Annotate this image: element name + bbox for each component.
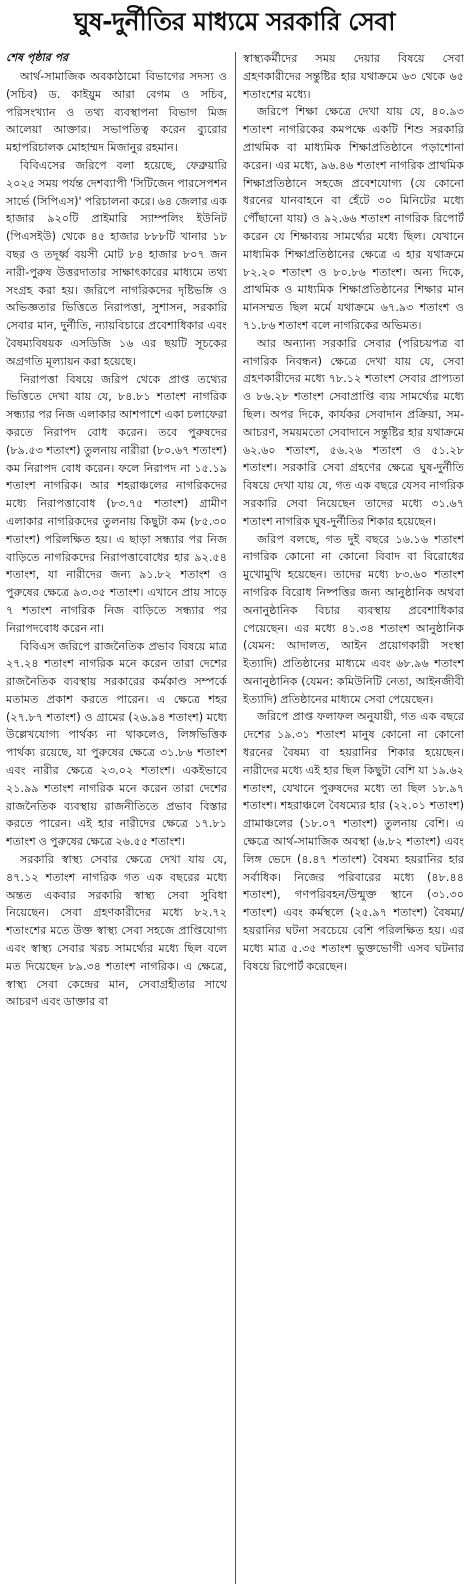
paragraph: আর অন্যান্য সরকারি সেবার (পরিচয়পত্র বা নাগরিক নিবন্ধন) ক্ষেত্রে দেখা যায় যে, সেবা গ্রহণকারীদের মধ্যে ৭৮.১২ শতাংশ সেবার প্রাপ্যতা ও ৮৬.২৮ শতাংশ সেবাপ্রাপ্তি ব্যয় সামর্থ্যের মধ্যে ছিল। অপর দিকে, কার্যকর সেবাদান প্রক্রিয়া, সম-আচরণ, সময়মতো সেবাদানে সন্তুষ্টির হার যথাক্রমে ৬২.৬০ শতাংশ, ৫৬.২৬ শতাংশ ও ৫১.২৮ শতাংশ। সরকারি সেবা গ্রহণের ক্ষেত্রে ঘুষ-দুর্নীতি বিষয়ে দেখা যায় যে, গত এক বছরে যেসব নাগরিক সরকারি সেবা নিয়েছেন তাদের মধ্যে ৩১.৬৭ শতাংশ নাগরিক ঘুষ-দুর্নীতির শিকার হয়েছেন। [243,336,464,528]
paragraph: জরিপে প্রাপ্ত ফলাফল অনুযায়ী, গত এক বছরে দেশের ১৯.৩১ শতাংশ মানুষ কোনো না কোনো ধরনের বৈষম্য বা হয়রানির শিকার হয়েছেন। নারীদের মধ্যে এই হার ছিল কিছুটা বেশি যা ১৯.৬২ শতাংশ, যেখানে পুরুষদের মধ্যে তা ছিল ১৮.৯৭ শতাংশ। শহরাঞ্চলে বৈষম্যের হার (২২.০১ শতাংশ) গ্রামাঞ্চলের (১৮.০৭ শতাংশ) তুলনায় বেশি। এ ক্ষেত্রে আর্থ-সামাজিক অবস্থা (৬.৮২ শতাংশ) এবং লিঙ্গ ভেদে (৪.৪৭ শতাংশ) বৈষম্য হয়রানির হার সর্বাধিক। নিজের পরিবারের মধ্যে (৪৮.৪৪ শতাংশ), গণপরিবহন/উন্মুক্ত স্থানে (৩১.৩০ শতাংশ) এবং কর্মস্থলে (২৫.৯৭ শতাংশ) বৈষম্য/হয়রানির ঘটনা সবচেয়ে বেশি পরিলক্ষিত হয়। এর মধ্যে মাত্র ৫.৩৫ শতাংশ ভুক্তভোগী এসব ঘটনার বিষয়ে রিপোর্ট করেছেন। [243,710,464,973]
left-column [6,50,227,1584]
paragraph: আর্থ-সামাজিক অবকাঠামো বিভাগের সদস্য ও (সচিব) ড. কাইয়ুম আরা বেগম ও সচিব, পরিসংখ্যান ও তথ্য ব্যবস্থাপনা বিভাগ মিজ আলেয়া আক্তার। সভাপতিত্ব করেন ব্যুরোর মহাপরিচালক মোহাম্মদ মিজানুর রহমান। [6,70,227,155]
right-column [243,50,464,1584]
paragraph: নিরাপত্তা বিষয়ে জরিপ থেকে প্রাপ্ত তথ্যের ভিত্তিতে দেখা যায় যে, ৮৪.৮১ শতাংশ নাগরিক সন্ধ্যার পর নিজ এলাকার আশপাশে একা চলাফেরা করতে নিরাপদ বোধ করেন। তবে পুরুষদের (৮৯.৫৩ শতাংশ) তুলনায় নারীরা (৮০.৬৭ শতাংশ) কম নিরাপদ বোধ করেন। ফলে নিরাপদ না ১৫.১৯ শতাংশ নাগরিক। আর শহরাঞ্চলের নাগরিকদের মধ্যে নিরাপত্তাবোধ (৮৩.৭৫ শতাংশ) গ্রামীণ এলাকার নাগরিকদের তুলনায় কিছুটা কম (৮৫.৩০ শতাংশ) পরিলক্ষিত হয়। এ ছাড়া সন্ধ্যার পর নিজ বাড়িতে নাগরিকদের নিরাপত্তাবোধের হার ৯২.৫৪ শতাংশ, যা নারীদের জন্য ৯১.৮২ শতাংশ ও পুরুষের ক্ষেত্রে ৯৩.৩৫ শতাংশ। এখানে প্রায় সাড়ে ৭ শতাংশ নাগরিক নিজ বাড়িতে সন্ধ্যার পর নিরাপদবোধ করেন না। [6,372,227,635]
article-headline: ঘুষ-দুর্নীতির মাধ্যমে সরকারি সেবা [73,7,396,36]
paragraph: বিবিএসের জরিপে বলা হয়েছে, ফেব্রুয়ারি ২০২৫ সময় পর্যন্ত দেশব্যাপী 'সিটিজেন পারসেপশন সার্ভে (সিপিএস)' পরিচালনা করে। ৬৪ জেলার এক হাজার ৯২০টি প্রাইমারি স্যাম্পলিং ইউনিট (পিএসইউ) থেকে ৪৫ হাজার ৮৮৮টি খানার ১৮ বছর ও তদূর্ধ্ব বয়সী মোট ৮৪ হাজার ৮০৭ জন নারী-পুরুষ উত্তরদাতার সাক্ষাৎকারের মাধ্যমে তথ্য সংগ্রহ করা হয়। জরিপে নাগরিকদের দৃষ্টিভঙ্গি ও অভিজ্ঞতার ভিত্তিতে নিরাপত্তা, সুশাসন, সরকারি সেবার মান, দুর্নীতি, ন্যায়বিচারে প্রবেশাধিকার এবং বৈষম্যবিষয়ক এসডিজি ১৬ এর ছয়টি সূচকের অগ্রগতি মূল্যায়ন করা হয়েছে। [6,158,227,368]
paragraph: জরিপে শিক্ষা ক্ষেত্রে দেখা যায় যে, ৪০.৯৩ শতাংশ নাগরিকের কমপক্ষে একটি শিশু সরকারি প্রাথমিক বা মাধ্যমিক শিক্ষাপ্রতিষ্ঠানে পড়াশোনা করেন। এর মধ্যে, ৯৬.৪৬ শতাংশ নাগরিক প্রাথমিক শিক্ষাপ্রতিষ্ঠানে সহজে প্রবেশযোগ্য (যে কোনো ধরনের যানবাহনে বা হেঁটে ৩০ মিনিটের মধ্যে পৌঁছানো যায়) ও ৯২.৬৬ শতাংশ নাগরিক রিপোর্ট করেন যে শিক্ষাব্যয় সামর্থ্যের মধ্যে ছিল। যেখানে মাধ্যমিক শিক্ষাপ্রতিষ্ঠানের ক্ষেত্রে এ হার যথাক্রমে ৮২.২০ শতাংশ ও ৮০.৮৬ শতাংশ। অন্য দিকে, প্রাথমিক ও মাধ্যমিক শিক্ষাপ্রতিষ্ঠানের শিক্ষার মান মানসম্মত ছিল মর্মে যথাক্রমে ৬৭.৯৩ শতাংশ ও ৭১.৮৬ শতাংশ বলে নাগরিকের অভিমত। [243,105,464,332]
article-body [6,50,464,1584]
paragraph: জরিপ বলছে, গত দুই বছরে ১৬.১৬ শতাংশ নাগরিক কোনো না কোনো বিবাদ বা বিরোধের মুখোমুখি হয়েছেন। তাদের মধ্যে ৮৩.৬০ শতাংশ নাগরিক বিরোধ নিষ্পত্তির জন্য আনুষ্ঠানিক অথবা অনানুষ্ঠানিক বিচার ব্যবস্থায় প্রবেশাধিকার পেয়েছেন। এর মধ্যে ৪১.৩৪ শতাংশ আনুষ্ঠানিক (যেমন: আদালত, আইন প্রয়োগকারী সংস্থা ইত্যাদি) প্রতিষ্ঠানের মাধ্যমে এবং ৬৮.৯৬ শতাংশ অনানুষ্ঠানিক (যেমন: কমিউনিটি নেতা, আইনজীবী ইত্যাদি) প্রতিষ্ঠানের মাধ্যমে সেবা পেয়েছেন। [243,532,464,706]
continued-from-label: শেষ পৃষ্ঠার পর [6,51,69,64]
paragraph: বিবিএস জরিপে রাজনৈতিক প্রভাব বিষয়ে মাত্র ২৭.২৪ শতাংশ নাগরিক মনে করেন তারা দেশের রাজনৈতিক ব্যবস্থায় সরকারের কর্মকাণ্ড সম্পর্কে মতামত প্রকাশ করতে পারেন। এ ক্ষেত্রে শহর (২৭.৮৭ শতাংশ) ও গ্রামের (২৬.৯৪ শতাংশ) মধ্যে উল্লেখযোগ্য পার্থক্য না থাকলেও, লিঙ্গভিত্তিক পার্থক্য রয়েছে, যা পুরুষের ক্ষেত্রে ৩১.৮৬ শতাংশ এবং নারীর ক্ষেত্রে ২৩.০২ শতাংশ। একইভাবে ২১.৯৯ শতাংশ নাগরিক মনে করেন তারা দেশের রাজনৈতিক ব্যবস্থায় রাজনীতিতে প্রভাব বিস্তার করতে পারেন। এই হার নারীদের ক্ষেত্রে ১৭.৮১ শতাংশ ও পুরুষের ক্ষেত্রে ২৬.৫৫ শতাংশ। [6,639,227,849]
paragraph: সরকারি স্বাস্থ্য সেবার ক্ষেত্রে দেখা যায় যে, ৪৭.১২ শতাংশ নাগরিক গত এক বছরের মধ্যে অন্তত একবার সরকারি স্বাস্থ্য সেবা সুবিধা নিয়েছেন। সেবা গ্রহণকারীদের মধ্যে ৮২.৭২ শতাংশের মতে উক্ত স্বাস্থ্য সেবা সহজে প্রাপ্তিযোগ্য এবং স্বাস্থ্য সেবার খরচ সামর্থ্যের মধ্যে ছিল বলে মত দিয়েছেন ৮৯.৩৪ শতাংশ নাগরিক। এ ক্ষেত্রে, স্বাস্থ্য সেবা কেন্দ্রের মান, সেবাগ্রহীতার সাথে আচরণ এবং ডাক্তার বা [6,853,227,1009]
column-divider [235,52,236,1584]
paragraph: স্বাস্থ্যকর্মীদের সময় দেয়ার বিষয়ে সেবা গ্রহণকারীদের সন্তুষ্টির হার যথাক্রমে ৬৩ থেকে ৬৫ শতাংশের মধ্যে। [243,52,464,101]
